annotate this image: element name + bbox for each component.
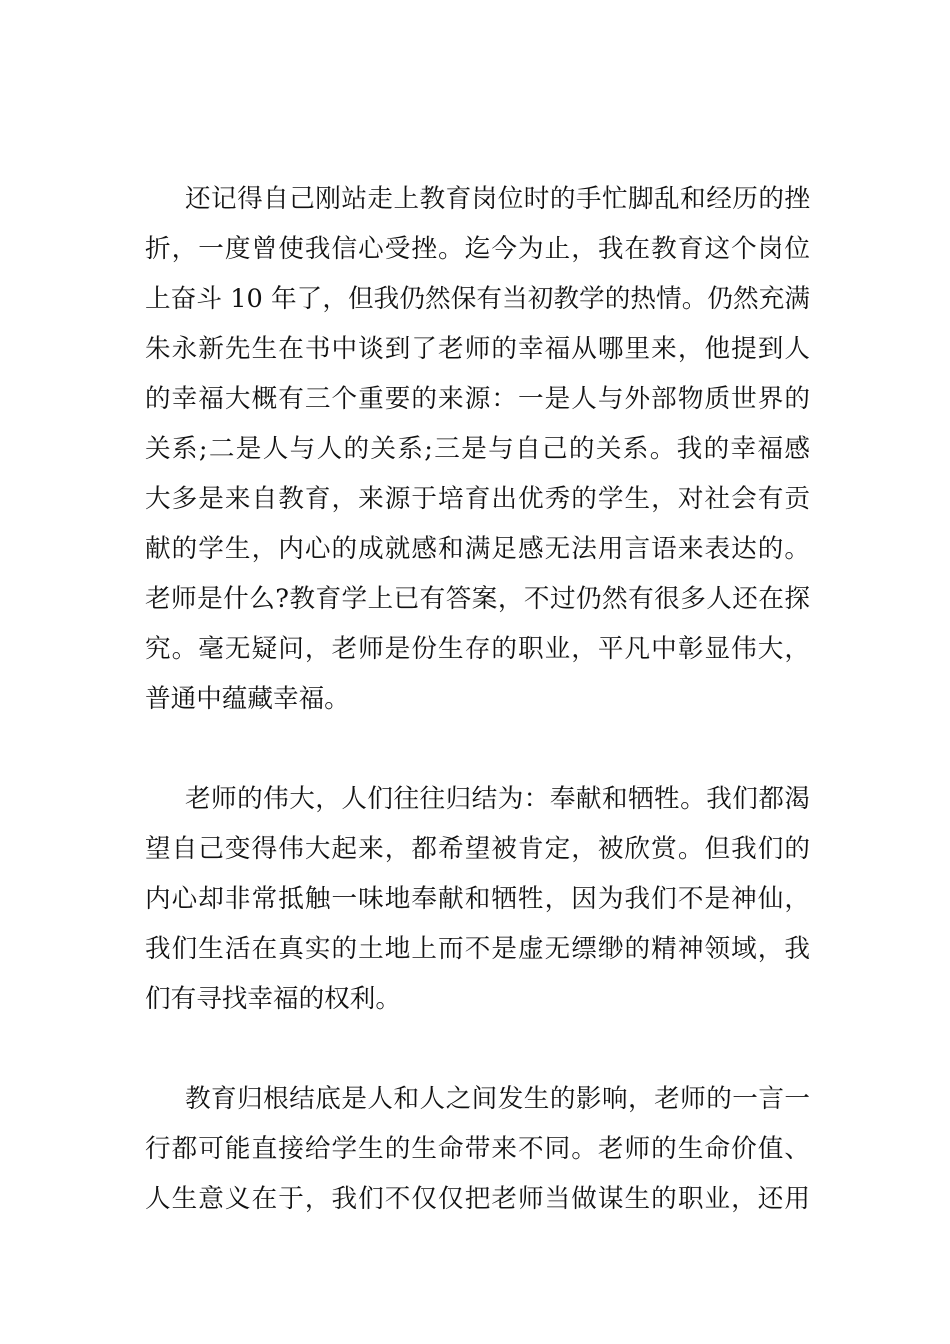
paragraph-line: 究。毫无疑问，老师是份生存的职业，平凡中彰显伟大， [145, 634, 810, 664]
paragraph-line: 朱永新先生在书中谈到了老师的幸福从哪里来，他提到人 [145, 334, 810, 364]
paragraph-line: 内心却非常抵触一味地奉献和牺牲，因为我们不是神仙， [145, 884, 810, 914]
paragraph-line: 们有寻找幸福的权利。 [145, 984, 401, 1014]
paragraph-line: 折，一度曾使我信心受挫。迄今为止，我在教育这个岗位 [145, 234, 810, 264]
paragraph-line: 我们生活在真实的土地上而不是虚无缥缈的精神领域，我 [145, 934, 810, 964]
paragraph-line: 普通中蕴藏幸福。 [145, 684, 350, 714]
paragraph-line: 献的学生，内心的成就感和满足感无法用言语来表达的。 [145, 534, 810, 564]
paragraph-line: 老师的伟大，人们往往归结为：奉献和牺牲。我们都渴 [185, 784, 810, 814]
paragraph-line: 人生意义在于，我们不仅仅把老师当做谋生的职业，还用 [145, 1184, 810, 1214]
paragraph-line: 还记得自己刚站走上教育岗位时的手忙脚乱和经历的挫 [185, 184, 810, 214]
paragraph-line: 行都可能直接给学生的生命带来不同。老师的生命价值、 [145, 1134, 810, 1164]
paragraph-line: 老师是什么?教育学上已有答案，不过仍然有很多人还在探 [145, 584, 810, 614]
paragraph-line: 上奋斗 10 年了，但我仍然保有当初教学的热情。仍然充满 [145, 284, 810, 314]
paragraph-line: 关系;二是人与人的关系;三是与自己的关系。我的幸福感 [145, 434, 810, 464]
paragraph-line: 望自己变得伟大起来，都希望被肯定，被欣赏。但我们的 [145, 834, 810, 864]
paragraph-line: 大多是来自教育，来源于培育出优秀的学生，对社会有贡 [145, 484, 810, 514]
paragraph-line: 教育归根结底是人和人之间发生的影响，老师的一言一 [185, 1084, 810, 1114]
paragraph-line: 的幸福大概有三个重要的来源：一是人与外部物质世界的 [145, 384, 810, 414]
